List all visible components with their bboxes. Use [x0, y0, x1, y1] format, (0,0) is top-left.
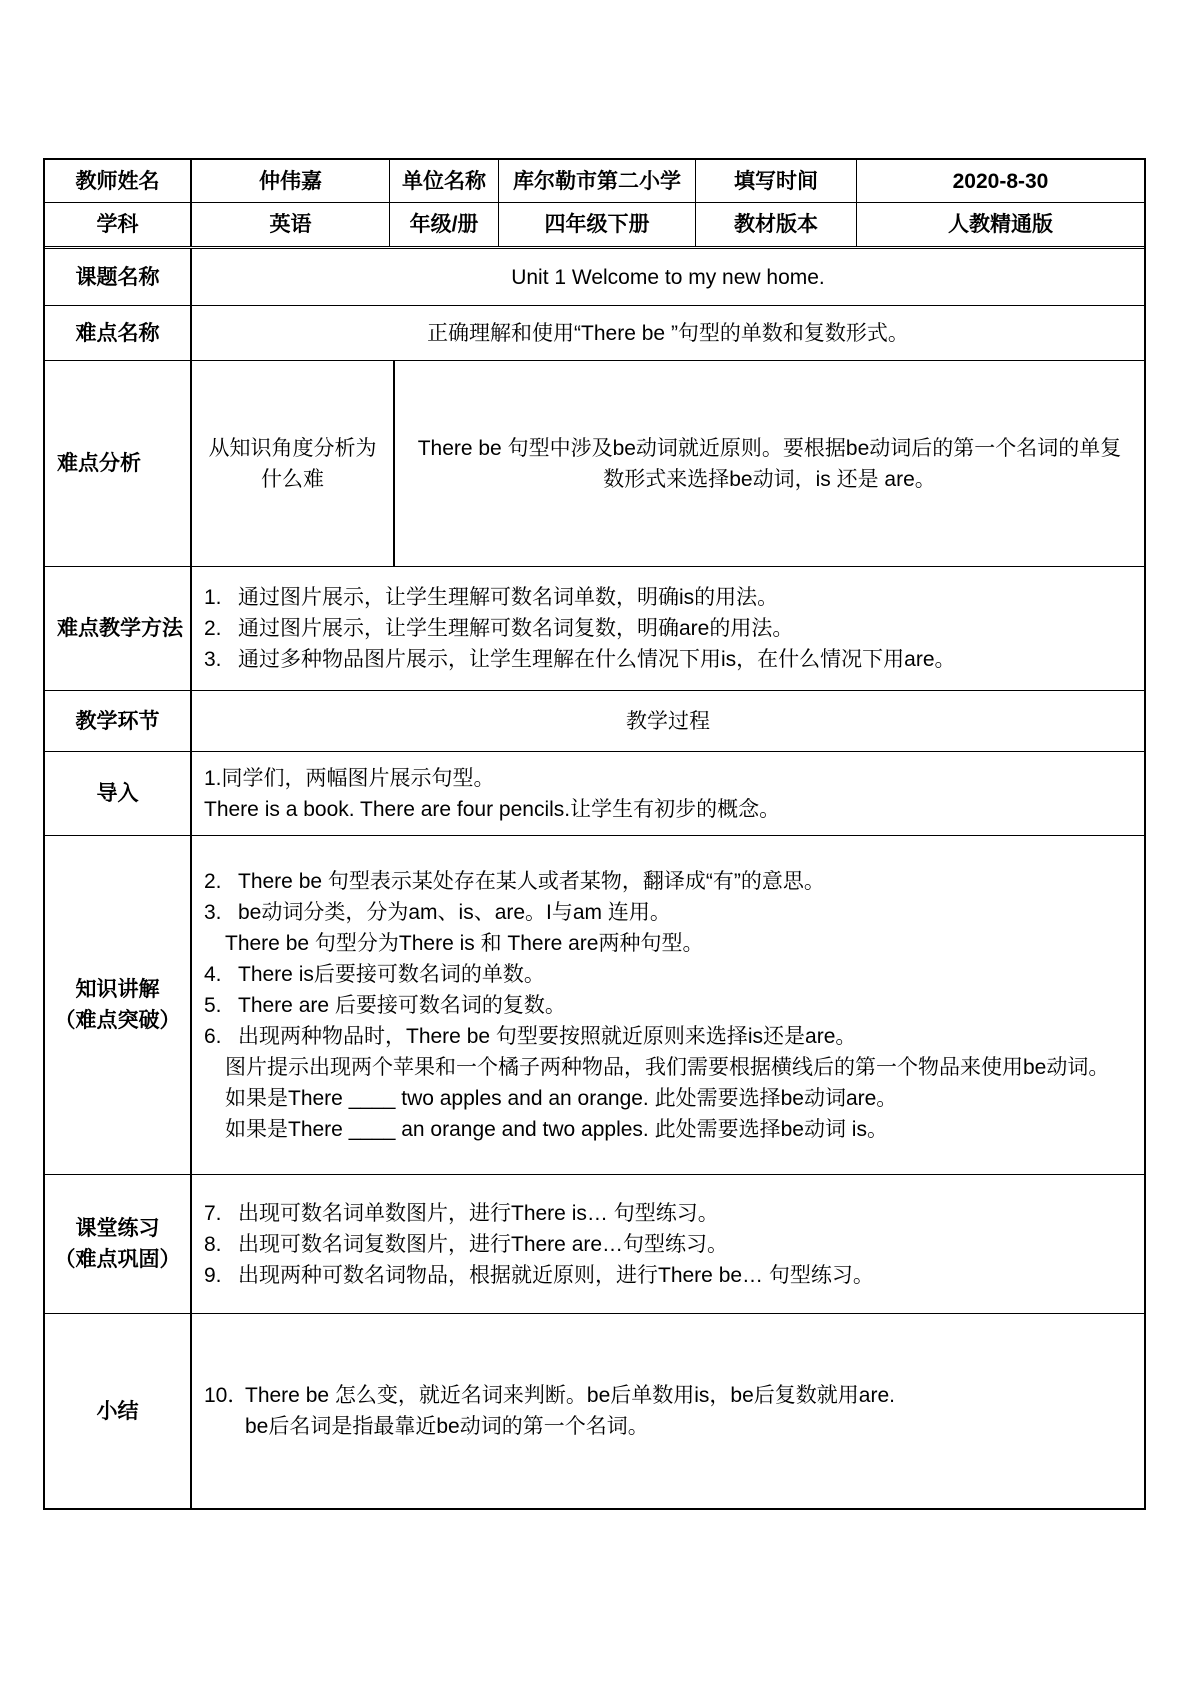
- analysis-label: 难点分析: [45, 361, 192, 566]
- topic-row: [45, 249, 1144, 306]
- list-item: [204, 1229, 728, 1260]
- knowledge-label-line: 知识讲解: [75, 978, 160, 1001]
- process-header-row: [45, 691, 1144, 752]
- practice-row: [45, 1175, 1144, 1314]
- item-number: 2.: [204, 617, 222, 640]
- item-number: 4.: [204, 962, 222, 986]
- analysis-question-line: 从知识角度分析为: [208, 436, 377, 460]
- summary-content: [192, 1314, 1144, 1508]
- practice-label: [45, 1175, 192, 1313]
- list-item: [204, 613, 793, 644]
- list-item: [204, 1260, 874, 1291]
- unit-value: 库尔勒市第二小学: [499, 160, 696, 202]
- item-text: There be 句型分为There is 和 There are两种句型。: [225, 931, 704, 955]
- list-item-continuation: [204, 1083, 897, 1114]
- intro-label: 导入: [45, 752, 192, 835]
- practice-content: [192, 1175, 1144, 1313]
- grade-value: 四年级下册: [499, 203, 696, 246]
- analysis-question-line: 什么难: [261, 467, 324, 491]
- item-text: be动词分类，分为am、is、are。I与am 连用。: [238, 900, 671, 924]
- intro-content: [192, 752, 1144, 835]
- list-item: [204, 1198, 719, 1229]
- item-text: There be 怎么变，就近名词来判断。be后单数用is，be后复数就用are.: [245, 1384, 895, 1407]
- knowledge-label: [45, 836, 192, 1174]
- item-text: There is后要接可数名词的单数。: [238, 962, 545, 986]
- intro-row: [45, 752, 1144, 836]
- summary-row: [45, 1314, 1144, 1508]
- method-content: [192, 567, 1144, 690]
- item-text: 通过多种物品图片展示，让学生理解在什么情况下用is，在什么情况下用are。: [238, 648, 956, 671]
- grade-label: 年级/册: [390, 203, 499, 246]
- list-item-continuation: [204, 1114, 888, 1145]
- edition-value: 人教精通版: [948, 213, 1053, 236]
- practice-label-line: 课堂练习: [75, 1217, 160, 1240]
- summary-label: 小结: [45, 1314, 192, 1508]
- date-label: 填写时间: [696, 160, 857, 202]
- item-text: 如果是There ____ an orange and two apples. 此处需要选择be动词 is。: [225, 1117, 888, 1141]
- item-number: 8.: [204, 1232, 222, 1256]
- item-text: 出现两种可数名词物品，根据就近原则，进行There be… 句型练习。: [238, 1263, 874, 1287]
- item-number: 2.: [204, 869, 222, 893]
- item-number: 1.: [204, 586, 222, 609]
- intro-line: There is a book. There are four pencils.让学生有初步的概念。: [204, 797, 781, 821]
- list-item: [204, 866, 825, 897]
- knowledge-row: [45, 836, 1144, 1175]
- analysis-answer-line: There be 句型中涉及be动词就近原则。要根据be动词后的第一个名词的单复: [417, 436, 1122, 460]
- list-item-continuation: [204, 1411, 649, 1442]
- item-number: 3.: [204, 648, 222, 671]
- item-text: There be 句型表示某处存在某人或者某物，翻译成“有”的意思。: [238, 869, 825, 893]
- item-text: 出现可数名词单数图片，进行There is… 句型练习。: [238, 1201, 719, 1225]
- item-text: 通过图片展示，让学生理解可数名词复数，明确are的用法。: [238, 617, 794, 640]
- item-text: 图片提示出现两个苹果和一个橘子两种物品，我们需要根据横线后的第一个物品来使用be动词。: [225, 1055, 1110, 1079]
- item-text: There are 后要接可数名词的复数。: [238, 993, 566, 1017]
- analysis-question: [192, 361, 395, 566]
- item-number: 3.: [204, 900, 222, 924]
- subject-label: 学科: [45, 203, 192, 246]
- analysis-row: [45, 361, 1144, 567]
- process-value: 教学过程: [626, 709, 710, 733]
- list-item-continuation: [204, 1052, 1109, 1083]
- item-text: 通过图片展示，让学生理解可数名词单数，明确is的用法。: [238, 586, 779, 609]
- header-row-teacher: [45, 160, 1144, 203]
- topic-value: Unit 1 Welcome to my new home.: [511, 265, 825, 289]
- difficulty-label: 难点名称: [45, 306, 192, 360]
- knowledge-label-line: （难点突破）: [54, 1009, 181, 1032]
- teacher-value: 仲伟嘉: [192, 160, 390, 202]
- list-item: [204, 644, 956, 675]
- difficulty-row: [45, 306, 1144, 361]
- method-label: 难点教学方法: [45, 567, 192, 690]
- process-label: 教学环节: [45, 691, 192, 751]
- item-number: 10．: [204, 1384, 249, 1407]
- teacher-label: 教师姓名: [45, 160, 192, 202]
- analysis-answer: [395, 361, 1144, 566]
- list-item-continuation: [204, 928, 703, 959]
- header-row-subject: [45, 203, 1144, 249]
- difficulty-value: 正确理解和使用“There be ”句型的单数和复数形式。: [427, 321, 909, 345]
- item-number: 6.: [204, 1024, 222, 1048]
- list-item: [204, 959, 545, 990]
- date-value: 2020-8-30: [952, 169, 1049, 193]
- subject-value: 英语: [192, 203, 390, 246]
- item-text: 出现可数名词复数图片，进行There are…句型练习。: [238, 1232, 729, 1256]
- topic-label: 课题名称: [45, 249, 192, 305]
- list-item: [204, 582, 778, 613]
- list-item: [204, 1021, 856, 1052]
- item-text: 出现两种物品时，There be 句型要按照就近原则来选择is还是are。: [238, 1024, 857, 1048]
- method-row: [45, 567, 1144, 691]
- item-number: 5.: [204, 993, 222, 1017]
- item-text: be后名词是指最靠近be动词的第一个名词。: [245, 1415, 649, 1438]
- knowledge-content: [192, 836, 1144, 1174]
- analysis-answer-line: 数形式来选择be动词，is 还是 are。: [603, 467, 936, 491]
- intro-line: 1.同学们，两幅图片展示句型。: [204, 766, 495, 790]
- edition-label: 教材版本: [696, 203, 857, 246]
- list-item: [204, 897, 671, 928]
- list-item: [204, 1380, 895, 1411]
- lesson-plan-table: [43, 158, 1146, 1510]
- item-text: 如果是There ____ two apples and an orange. 此处需要选择be动词are。: [225, 1086, 898, 1110]
- unit-label: 单位名称: [390, 160, 499, 202]
- practice-label-line: （难点巩固）: [54, 1248, 181, 1271]
- list-item: [204, 990, 566, 1021]
- item-number: 7.: [204, 1201, 222, 1225]
- item-number: 9.: [204, 1263, 222, 1287]
